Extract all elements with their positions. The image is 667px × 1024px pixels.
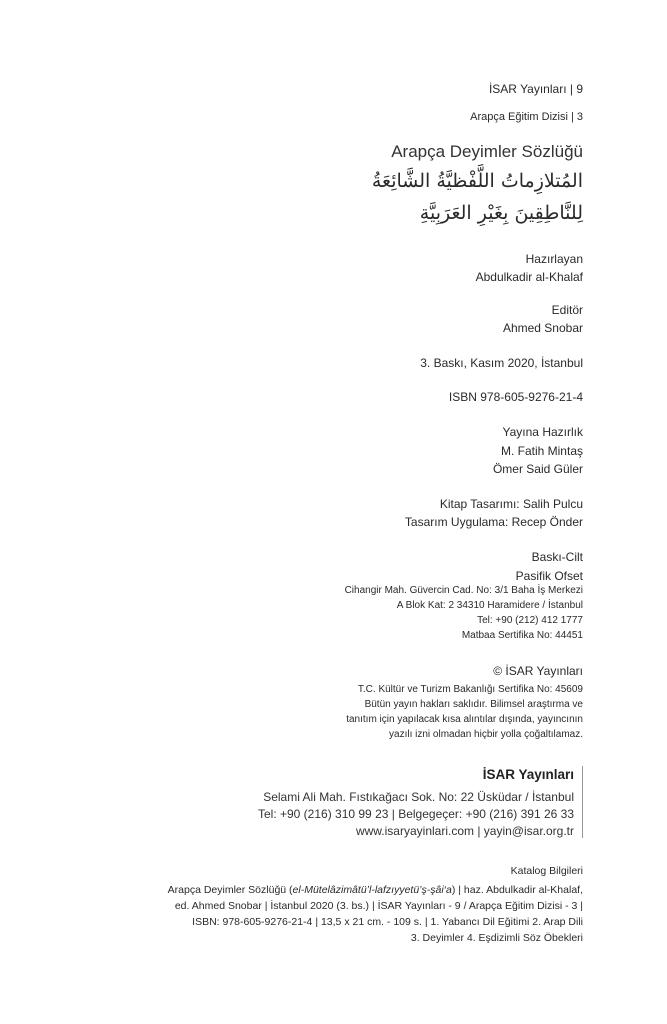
catalog-line-1b: ) | haz. Abdulkadir al-Khalaf, [451,884,583,896]
arabic-title-line2: لِلنَّاطِقِينَ بِغَيْرِ العَرَبِيَّةِ [419,202,583,224]
catalog-line-2: ed. Ahmed Snobar | İstanbul 2020 (3. bs.) | İSAR Yayınları - 9 / Arapça Eğitim Dizisi - 3 | [174,900,583,912]
prep-label: Yayına Hazırlık [502,425,583,439]
publisher-web: www.isaryayinlari.com | yayin@isar.org.tr [355,824,574,838]
printer-cert: Matbaa Sertifika No: 44451 [461,630,583,641]
rights-line-2: tanıtım için yapılacak kısa alıntılar dışında, yayıncının [346,714,583,725]
isbn: ISBN 978-605-9276-21-4 [448,390,583,404]
publisher-phones: Tel: +90 (216) 310 99 23 | Belgegeçer: +90 (216) 391 26 33 [257,807,574,821]
rights-line-1: Bütün yayın hakları saklıdır. Bilimsel araştırma ve [364,699,583,710]
edition-info: 3. Baskı, Kasım 2020, İstanbul [420,356,583,370]
printing-label: Baskı-Cilt [531,550,583,564]
printer-address-2: A Blok Kat: 2 34310 Haramidere / İstanbul [396,600,583,611]
publisher-name: İSAR Yayınları [482,767,574,782]
copyright-owner: © İSAR Yayınları [493,664,583,678]
ministry-cert: T.C. Kültür ve Turizm Bakanlığı Sertifika No: 45609 [357,684,583,695]
printer-address-1: Cihangir Mah. Güvercin Cad. No: 3/1 Baha İş Merkezi [344,585,583,596]
rights-line-3: yazılı izni olmadan hiçbir yolla çoğaltılamaz. [389,729,583,740]
catalog-line-1a: Arapça Deyimler Sözlüğü ( [167,884,293,896]
catalog-line-1-italic: el-Mütelâzimâtü’l-lafzıyyetü’ş-şâi‘a [292,884,452,896]
education-series: Arapça Eğitim Dizisi | 3 [470,111,583,123]
prepared-label: Hazırlayan [525,252,583,266]
publisher-divider [582,766,583,838]
catalog-line-4: 3. Deyimler 4. Eşdizimli Söz Öbekleri [410,932,583,944]
design-credit: Kitap Tasarımı: Salih Pulcu [439,497,583,511]
catalog-label: Katalog Bilgileri [510,865,583,877]
editor-name: Ahmed Snobar [502,321,583,335]
book-title: Arapça Deyimler Sözlüğü [391,142,583,161]
printer-name: Pasifik Ofset [515,569,583,583]
printer-tel: Tel: +90 (212) 412 1777 [477,615,583,626]
design-app-credit: Tasarım Uygulama: Recep Önder [404,515,583,529]
catalog-line-1 [168,882,583,898]
catalog-line-3: ISBN: 978-605-9276-21-4 | 13,5 x 21 cm. - 109 s. | 1. Yabancı Dil Eğitimi 2. Arap Dili [192,916,583,928]
publisher-series: İSAR Yayınları | 9 [488,82,583,96]
prep-name-1: M. Fatih Mintaş [500,444,583,458]
editor-label: Editör [551,303,583,317]
arabic-title-line1: المُتلازِماتُ اللَّفْظيَّةُ الشَّائِعَةُ [371,170,583,192]
publisher-address: Selami Ali Mah. Fıstıkağacı Sok. No: 22 Üsküdar / İstanbul [263,790,574,804]
prep-name-2: Ömer Said Güler [492,462,583,476]
prepared-name: Abdulkadir al-Khalaf [475,270,583,284]
